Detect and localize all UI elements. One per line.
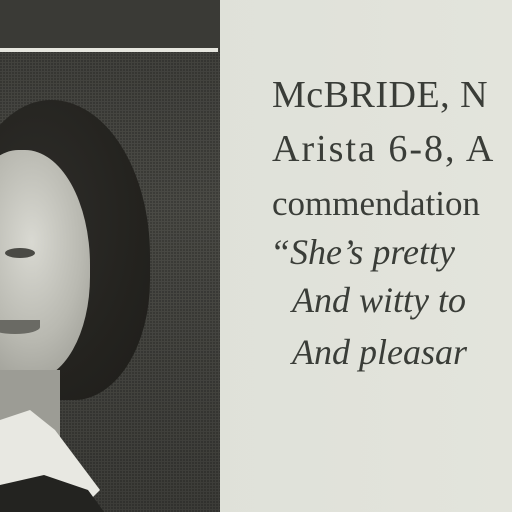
quote-line-1: “She’s pretty xyxy=(270,232,455,272)
activities-line: Arista 6-8, A xyxy=(272,128,496,170)
quote-line-3: And pleasar xyxy=(292,332,467,372)
portrait-eye xyxy=(5,248,35,258)
photo-divider-rule xyxy=(0,48,218,52)
quote-line-2: And witty to xyxy=(292,280,466,320)
portrait-photo xyxy=(0,0,220,512)
photo-top-band xyxy=(0,0,220,48)
commendation-line: commendation xyxy=(272,184,481,223)
student-name: McBRIDE, N xyxy=(272,74,489,116)
